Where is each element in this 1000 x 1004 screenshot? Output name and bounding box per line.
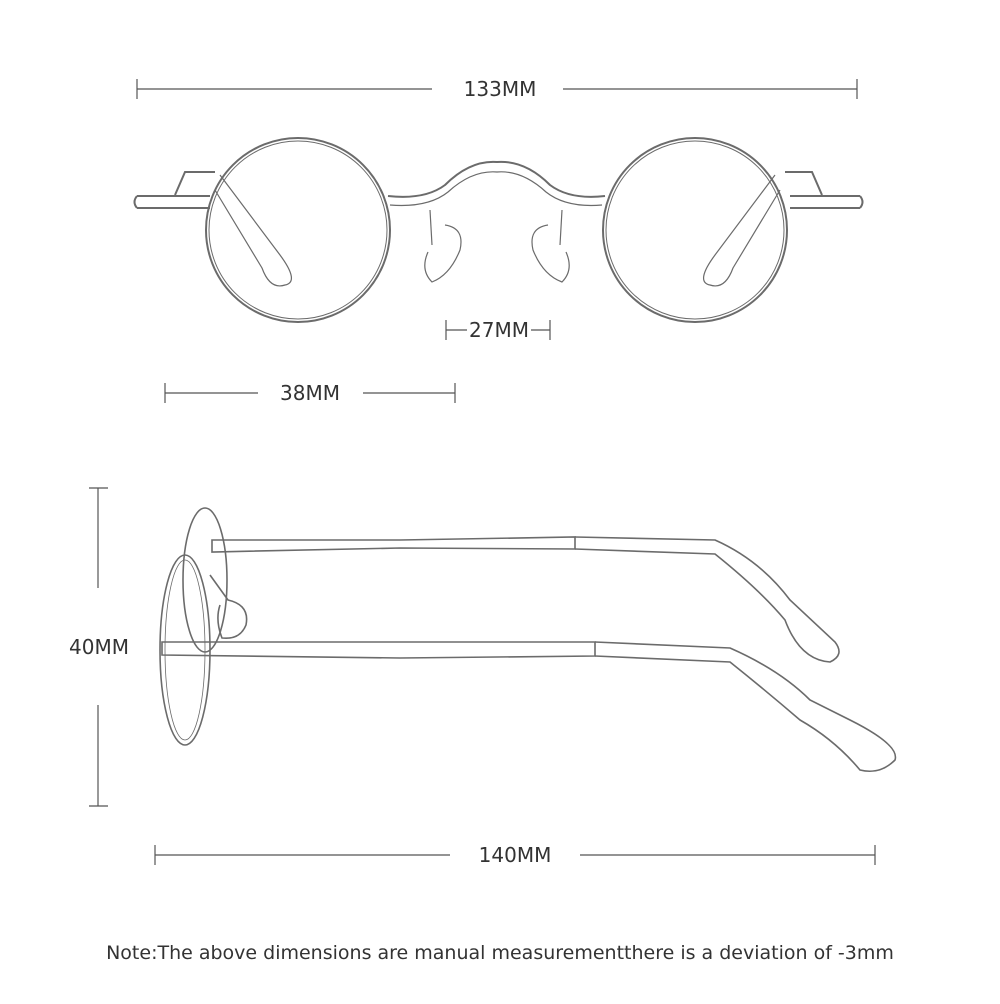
front-left-nose-pad bbox=[425, 210, 461, 282]
front-right-temple-arm bbox=[704, 175, 780, 286]
front-right-lens bbox=[603, 138, 787, 322]
lens-width-label: 38MM bbox=[280, 381, 340, 405]
front-view bbox=[135, 138, 863, 322]
front-right-nose-pad bbox=[532, 210, 569, 282]
front-right-temple-stub bbox=[785, 172, 863, 208]
front-left-temple-arm bbox=[215, 175, 291, 286]
measurement-note: Note:The above dimensions are manual measurementthere is a deviation of -3mm bbox=[106, 942, 894, 964]
bridge-width-label: 27MM bbox=[469, 318, 529, 342]
side-back-lens bbox=[183, 508, 227, 652]
temple-length-label: 140MM bbox=[478, 843, 552, 867]
side-view bbox=[160, 508, 895, 771]
total-width-label: 133MM bbox=[463, 77, 537, 101]
side-lower-temple-tip bbox=[595, 642, 895, 771]
front-left-lens bbox=[206, 138, 390, 322]
side-dimension-lines bbox=[89, 488, 875, 865]
front-bridge bbox=[388, 162, 605, 197]
side-nose-pad bbox=[210, 575, 247, 638]
front-left-temple-stub bbox=[135, 172, 216, 208]
side-upper-temple bbox=[212, 537, 575, 552]
side-lower-temple bbox=[162, 642, 595, 658]
side-front-lens bbox=[160, 555, 210, 745]
lens-height-label: 40MM bbox=[69, 635, 129, 659]
